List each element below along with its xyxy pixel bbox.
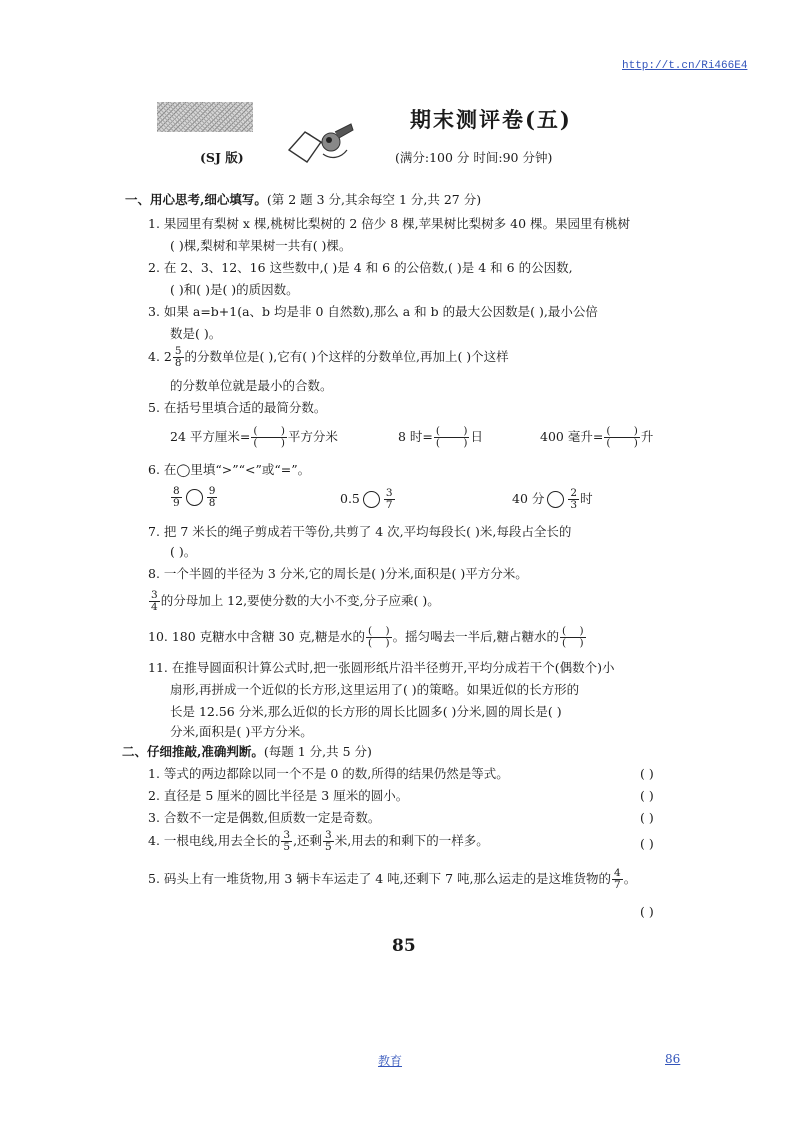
section-1-note: (第 2 题 3 分,其余每空 1 分,共 27 分): [266, 192, 482, 207]
page-number: 85: [392, 936, 416, 956]
section-2-note: (每题 1 分,共 5 分): [263, 744, 372, 759]
judge-3: 3. 合数不一定是偶数,但质数一定是奇数。: [148, 810, 381, 825]
q6-item-a: $\frac{8}{9}$ $\frac{9}{8}$: [173, 485, 216, 509]
answer-bracket-5[interactable]: ( ): [640, 904, 654, 919]
answer-bracket-2[interactable]: ( ): [640, 788, 654, 803]
answer-bracket-3[interactable]: ( ): [640, 810, 654, 825]
judge-1: 1. 等式的两边都除以同一个不是 0 的数,所得的结果仍然是等式。: [148, 766, 509, 781]
q11-line-4: 分米,面积是( )平方分米。: [170, 724, 313, 739]
page-title: 期末测评卷(五): [410, 107, 572, 132]
q6-prompt: 6. 在◯里填“>”“<”或“=”。: [148, 462, 311, 477]
fraction-5-8: $\frac{5}{8}$: [174, 345, 182, 369]
q2-line-2: ( )和( )是( )的质因数。: [170, 282, 299, 297]
blank-fraction: $\frac{( )}{( )}$: [435, 425, 468, 449]
compare-circle[interactable]: [186, 489, 203, 506]
book-reading-illustration: [285, 120, 357, 170]
blank-fraction: $\frac{( )}{( )}$: [368, 625, 390, 649]
q4-line-1: 4. 2 $\frac{5}{8}$ 的分数单位是( ),它有( )个这样的分数单位,再加上( )个这样: [148, 345, 509, 369]
q11-line-3: 长是 12.56 分米,那么近似的长方形的周长比圆多( )分米,圆的周长是( ): [170, 704, 562, 719]
q11-line-1: 11. 在推导圆面积计算公式时,把一张圆形纸片沿半径剪开,平均分成若干个(偶数个)小: [148, 660, 615, 675]
judge-5: 5. 码头上有一堆货物,用 3 辆卡车运走了 4 吨,还剩下 7 吨,那么运走的是这堆货物的 $\frac{4}{7}$ 。: [148, 867, 637, 891]
answer-bracket-4[interactable]: ( ): [640, 836, 654, 851]
compare-circle[interactable]: [547, 491, 564, 508]
q5-prompt: 5. 在括号里填合适的最简分数。: [148, 400, 327, 415]
compare-circle[interactable]: [363, 491, 380, 508]
answer-bracket-1[interactable]: ( ): [640, 766, 654, 781]
blank-fraction: $\frac{( )}{( )}$: [562, 625, 584, 649]
edition-label: (SJ 版): [200, 150, 244, 165]
q5-item-a: 24 平方厘米= $\frac{( )}{( )}$ 平方分米: [170, 425, 338, 449]
blank-fraction: $\frac{( )}{( )}$: [606, 425, 638, 449]
q11-line-2: 扇形,再拼成一个近似的长方形,这里运用了( )的策略。如果近似的长方形的: [170, 682, 580, 697]
q7-line-1: 7. 把 7 米长的绳子剪成若干等份,共剪了 4 次,平均每段长( )米,每段占全长的: [148, 524, 572, 539]
source-link[interactable]: http://t.cn/Ri466E4: [622, 60, 748, 72]
footer-link[interactable]: 教育: [378, 1054, 403, 1068]
section-1-title: 一、用心思考,细心填写。: [125, 192, 267, 207]
q2-line-1: 2. 在 2、3、12、16 这些数中,( )是 4 和 6 的公倍数,( )是 4 和 6 的公因数,: [148, 260, 573, 275]
q6-item-b: 0.5 $\frac{3}{7}$: [340, 487, 393, 511]
judge-2: 2. 直径是 5 厘米的圆比半径是 3 厘米的圆小。: [148, 788, 409, 803]
blank-fraction: $\frac{( )}{( )}$: [253, 425, 285, 449]
section-1-heading: [125, 190, 481, 210]
section-2-title: 二、仔细推敲,准确判断。: [122, 744, 264, 759]
judge-4: 4. 一根电线,用去全长的 $\frac{3}{5}$ ,还剩 $\frac{3}{5}$ 米,用去的和剩下的一样多。: [148, 829, 489, 853]
q5-item-c: 400 毫升= $\frac{( )}{( )}$ 升: [540, 425, 654, 449]
q10-line: 10. 180 克糖水中含糖 30 克,糖是水的 $\frac{( )}{( )}$ 。摇匀喝去一半后,糖占糖水的 $\frac{( )}{( )}$: [148, 625, 584, 649]
q6-item-c: 40 分 $\frac{2}{3}$ 时: [512, 487, 593, 511]
q8-line: 8. 一个半圆的半径为 3 分米,它的周长是( )分米,面积是( )平方分米。: [148, 566, 528, 581]
score-time-info: (满分:100 分 时间:90 分钟): [395, 150, 553, 165]
q9-line: $\frac{3}{4}$ 的分母加上 12,要使分数的大小不变,分子应乘( )。: [151, 589, 440, 613]
q7-line-2: ( )。: [170, 544, 197, 559]
section-2-heading: [122, 742, 372, 762]
q5-item-b: 8 时= $\frac{( )}{( )}$ 日: [398, 425, 483, 449]
q3-line-2: 数是( )。: [170, 326, 222, 341]
q3-line-1: 3. 如果 a=b+1(a、b 均是非 0 自然数),那么 a 和 b 的最大公因数是( ),最小公倍: [148, 304, 598, 319]
q4-line-2: 的分数单位就是最小的合数。: [170, 378, 333, 393]
footer-page-link[interactable]: 86: [665, 1052, 681, 1066]
q1-line-1: 1. 果园里有梨树 x 棵,桃树比梨树的 2 倍少 8 棵,苹果树比梨树多 40 棵。果园里有桃树: [148, 216, 630, 231]
stamp-image: [157, 102, 253, 132]
q1-line-2: ( )棵,梨树和苹果树一共有( )棵。: [170, 238, 352, 253]
